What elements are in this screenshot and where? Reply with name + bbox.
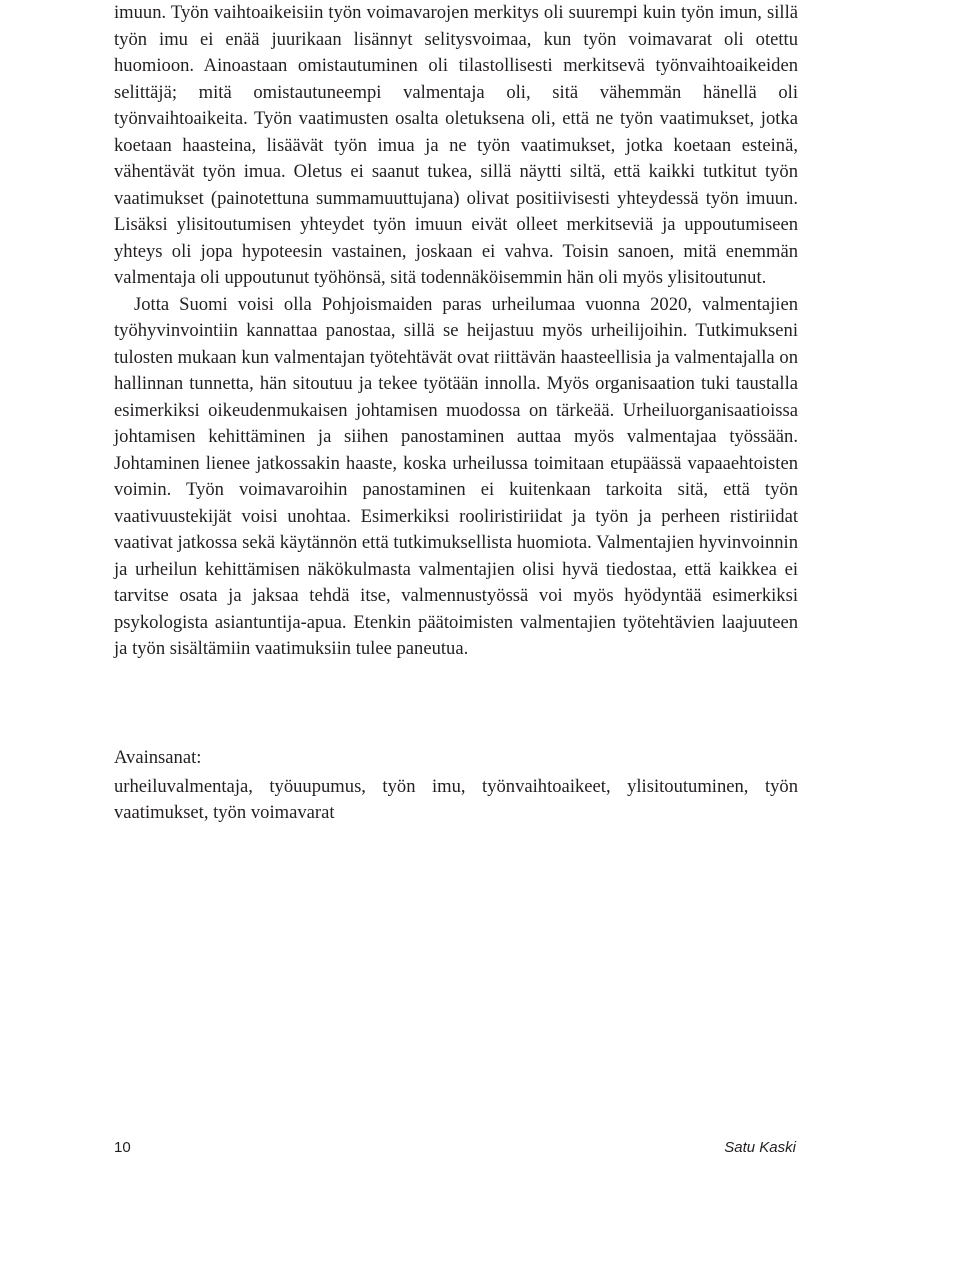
keywords-heading: Avainsanat:: [114, 747, 202, 768]
keywords-section: [114, 745, 798, 827]
paragraph-continuation: imuun. Työn vaihtoaikeisiin työn voimavarojen merkitys oli suurempi kuin työn imun, sillä työn imu ei enää juurikaan lisännyt selitysvoimaa, kun työn voimavarat oli otettu huomioon. Ainoastaan omistautuminen oli tilastollisesti merkitsevä työnvaihtoaikeiden selittäjä; mitä omistautuneempi valmentaja oli, sitä vähemmän hänellä oli työnvaihtoaikeita. Työn vaatimusten osalta oletuksena oli, että ne työn vaatimukset, jotka koetaan haasteina, lisäävät työn imua ja ne työn vaatimukset, jotka koetaan esteinä, vähentävät työn imua. Oletus ei saanut tukea, sillä näytti siltä, että kaikki tutkitut työn vaatimukset (painotettuna summamuuttujana) olivat positiivisesti yhteydessä työn imuun. Lisäksi ylisitoutumisen yhteydet työn imuun eivät olleet merkitseviä ja uppoutumiseen yhteys oli jopa hypoteesin vastainen, joskaan ei vahva. Toisin sanoen, mitä enemmän valmentaja oli uppoutunut työhönsä, sitä todennäköisemmin hän oli myös ylisitoutunut.: [114, 2, 798, 288]
running-author: Satu Kaski: [724, 1139, 796, 1156]
paragraph-conclusion: Jotta Suomi voisi olla Pohjoismaiden paras urheilumaa vuonna 2020, valmentajien työhyvinvointiin kannattaa panostaa, sillä se heijastuu myös urheilijoihin. Tutkimukseni tulosten mukaan kun valmentajan työtehtävät ovat riittävän haasteellisia ja valmentajalla on hallinnan tunnetta, hän sitoutuu ja tekee työtään innolla. Myös organisaation tuki taustalla esimerkiksi oikeudenmukaisen johtamisen muodossa on tärkeää. Urheiluorganisaatioissa johtamisen kehittäminen ja siihen panostaminen auttaa myös valmentajaa työssään. Johtaminen lienee jatkossakin haaste, koska urheilussa toimitaan etupäässä vapaaehtoisten voimin. Työn voimavaroihin panostaminen ei kuitenkaan tarkoita sitä, että työn vaativuustekijät voisi unohtaa. Esimerkiksi rooliristiriidat ja työn ja perheen ristiriidat vaativat jatkossa sekä käytännön että tutkimuksellista huomiota. Valmentajien hyvinvoinnin ja urheilun kehittämisen näkökulmasta valmentajien olisi hyvä tiedostaa, että kaikkea ei tarvitse osata ja jaksaa tehdä itse, valmennustyössä voi myös hyödyntää esimerkiksi psykologista asiantuntija-apua. Etenkin päätoimisten valmentajien työtehtävien laajuuteen ja työn sisältämiin vaatimuksiin tulee paneutua.: [114, 293, 798, 659]
keywords-list: urheiluvalmentaja, työuupumus, työn imu, työnvaihtoaikeet, ylisitoutuminen, työn vaatimukset, työn voimavarat: [114, 775, 798, 823]
page-number: 10: [114, 1139, 131, 1156]
body-text: [114, 0, 798, 663]
